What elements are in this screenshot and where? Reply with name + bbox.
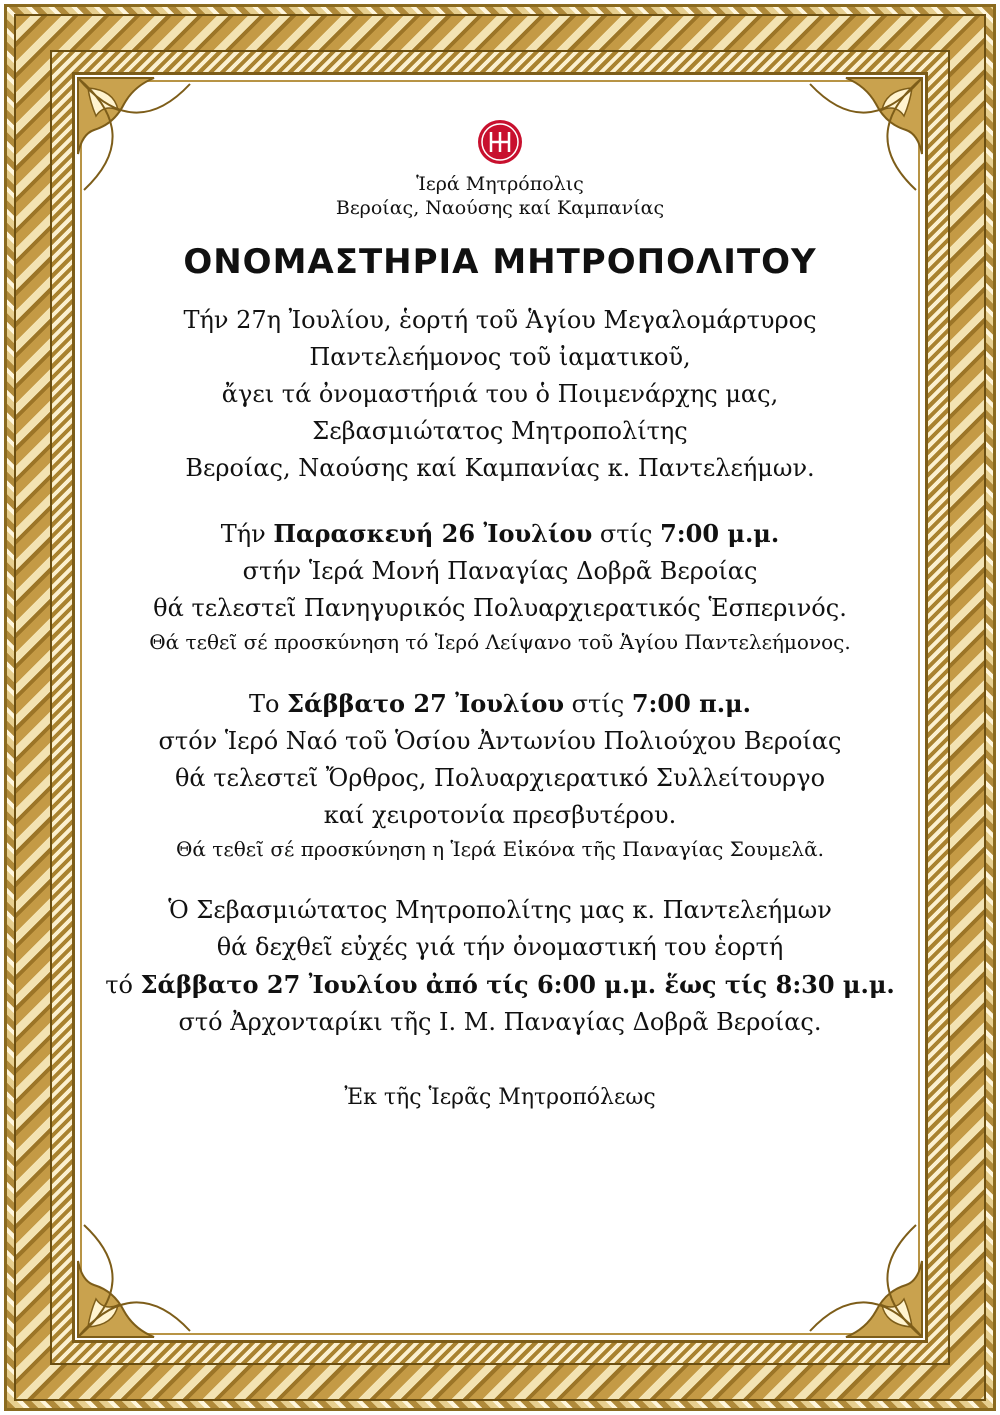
wishes-line4: στό Ἀρχονταρίκι τῆς Ι. Μ. Παναγίας Δοβρᾶ Βεροίας.	[178, 1008, 822, 1036]
event1-time: 7:00 μ.μ.	[660, 519, 780, 548]
event2-line4: καί χειροτονία πρεσβυτέρου.	[323, 801, 677, 829]
corner-ornament-icon	[806, 1221, 926, 1341]
document-content	[100, 118, 900, 1110]
event2-time: 7:00 π.μ.	[631, 689, 751, 718]
event-vespers	[100, 515, 900, 657]
event2-line3: θά τελεστεῖ Ὄρθρος, Πολυαρχιερατικό Συλλείτουργο	[174, 764, 826, 792]
event2-line2: στόν Ἱερό Ναό τοῦ Ὁσίου Ἀντωνίου Πολιούχου Βεροίας	[158, 727, 842, 755]
metropolis-seal-icon	[476, 118, 524, 166]
intro-line: Βεροίας, Ναούσης καί Καμπανίας κ. Παντελεήμων.	[185, 454, 815, 482]
event2-date: Σάββατο 27 Ἰουλίου	[287, 689, 565, 718]
intro-paragraph	[100, 302, 900, 487]
event2-note: Θά τεθεῖ σέ προσκύνηση η Ἱερά Εἰκόνα τῆς Παναγίας Σουμελᾶ.	[176, 837, 824, 861]
intro-line: Παντελεήμονος τοῦ ἰαματικοῦ,	[309, 343, 691, 371]
signoff: Ἐκ τῆς Ἱερᾶς Μητροπόλεως	[344, 1085, 656, 1110]
event1-date: Παρασκευή 26 Ἰουλίου	[273, 519, 593, 548]
event1-line1: Τήν Παρασκευή 26 Ἰουλίου στίς 7:00 μ.μ.	[220, 519, 780, 548]
event1-note: Θά τεθεῖ σέ προσκύνηση τό Ἱερό Λείψανο τοῦ Ἁγίου Παντελεήμονος.	[149, 630, 851, 654]
org-name	[100, 172, 900, 220]
intro-line: Σεβασμιώτατος Μητροπολίτης	[312, 417, 688, 445]
intro-line: Τήν 27η Ἰουλίου, ἑορτή τοῦ Ἁγίου Μεγαλομάρτυρος	[183, 306, 817, 334]
org-line1: Ἱερά Μητρόπολις	[416, 173, 584, 195]
wishes-line1: Ὁ Σεβασμιώτατος Μητροπολίτης μας κ. Παντελεήμων	[168, 896, 832, 924]
intro-line: ἄγει τά ὀνομαστήριά του ὁ Ποιμενάρχης μας,	[221, 380, 779, 408]
event1-line2: στήν Ἱερά Μονή Παναγίας Δοβρᾶ Βεροίας	[242, 557, 758, 585]
wishes-line3: τό Σάββατο 27 Ἰουλίου ἀπό τίς 6:00 μ.μ. ἕως τίς 8:30 μ.μ.	[105, 970, 895, 999]
wishes-line2: θά δεχθεῖ εὐχές γιά τήν ὀνομαστική του ἑορτή	[216, 933, 784, 961]
event-liturgy	[100, 685, 900, 864]
event1-line3: θά τελεστεῖ Πανηγυρικός Πολυαρχιερατικός Ἑσπερινός.	[153, 594, 847, 622]
wishes-section	[100, 892, 900, 1041]
page-title: ΟΝΟΜΑΣΤΗΡΙΑ ΜΗΤΡΟΠΟΛΙΤΟΥ	[183, 242, 817, 282]
event2-line1: Το Σάββατο 27 Ἰουλίου στίς 7:00 π.μ.	[249, 689, 751, 718]
wishes-datetime: Σάββατο 27 Ἰουλίου ἀπό τίς 6:00 μ.μ. ἕως τίς 8:30 μ.μ.	[140, 970, 895, 999]
corner-ornament-icon	[74, 1221, 194, 1341]
org-line2: Βεροίας, Ναούσης καί Καμπανίας	[335, 197, 665, 219]
